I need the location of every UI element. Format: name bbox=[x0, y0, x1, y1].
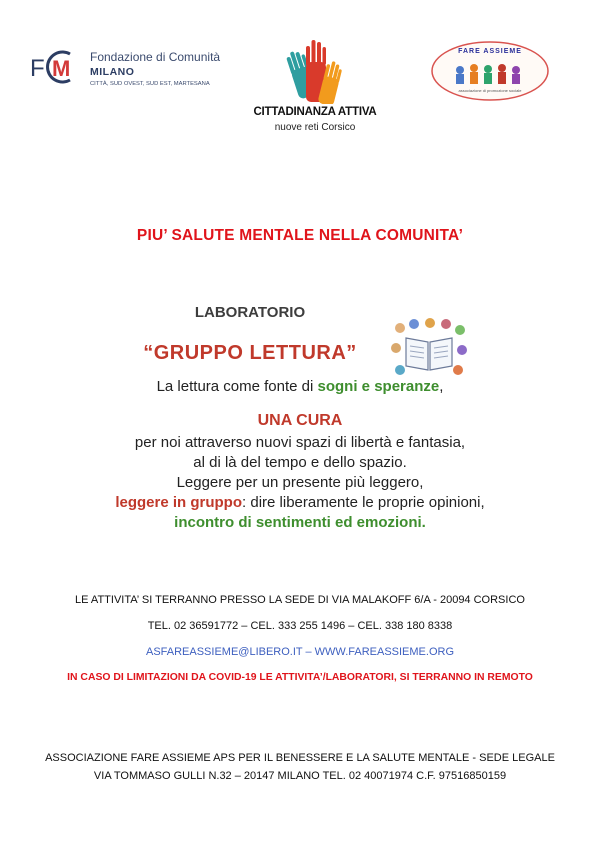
lab-line-1: La lettura come fonte di sogni e speranze, bbox=[156, 378, 444, 395]
raised-hands-icon bbox=[240, 40, 390, 104]
lab-line-6: leggere in gruppo: dire liberamente le proprie opinioni, bbox=[115, 494, 485, 511]
svg-text:M: M bbox=[52, 56, 71, 81]
fcm-mark-icon bbox=[30, 46, 84, 88]
lab-line-7: incontro di sentimenti ed emozioni. bbox=[174, 514, 426, 531]
footer-line-2: VIA TOMMASO GULLI N.32 – 20147 MILANO TEL. 02 40071974 C.F. 97516850159 bbox=[93, 770, 507, 782]
lab-cura: UNA CURA bbox=[257, 412, 343, 429]
footer-line-1: ASSOCIAZIONE FARE ASSIEME APS PER IL BENESSERE E LA SALUTE MENTALE - SEDE LEGALE bbox=[45, 752, 555, 764]
fcm-name: Fondazione di Comunità bbox=[90, 50, 221, 64]
lab-line-3: per noi attraverso nuovi spazi di libertà e fantasia, bbox=[134, 434, 466, 451]
lab-label: LABORATORIO bbox=[194, 304, 306, 321]
phone-info: TEL. 02 36591772 – CEL. 333 255 1496 – CEL. 338 180 8338 bbox=[147, 620, 453, 632]
cittadinanza-attiva-logo bbox=[240, 40, 390, 135]
fare-assieme-logo bbox=[430, 40, 550, 102]
cittadinanza-subtitle: nuove reti Corsico bbox=[274, 122, 356, 133]
svg-text:F: F bbox=[30, 55, 45, 82]
lab-line-4: al di là del tempo e dello spazio. bbox=[193, 454, 407, 471]
page-title: PIU’ SALUTE MENTALE NELLA COMUNITA’ bbox=[136, 227, 464, 244]
laboratorio-block bbox=[100, 300, 500, 535]
sede-info: LE ATTIVITA’ SI TERRANNO PRESSO LA SEDE DI VIA MALAKOFF 6/A - 20094 CORSICO bbox=[75, 594, 525, 606]
covid-notice: IN CASO DI LIMITAZIONI DA COVID-19 LE ATTIVITA’/LABORATORI, SI TERRANNO IN REMOTO bbox=[67, 672, 533, 683]
cittadinanza-title: CITTADINANZA ATTIVA bbox=[253, 106, 377, 118]
fcm-city: MILANO bbox=[90, 66, 135, 78]
open-book-icon bbox=[390, 318, 468, 380]
fare-assieme-name: FARE ASSIEME bbox=[458, 48, 522, 55]
lab-line-5: Leggere per un presente più leggero, bbox=[176, 474, 424, 491]
fcm-logo bbox=[30, 44, 260, 92]
fcm-areas: CITTÀ, SUD OVEST, SUD EST, MARTESANA bbox=[90, 81, 210, 87]
lab-name: “GRUPPO LETTURA” bbox=[143, 342, 357, 364]
fare-assieme-subtitle: associazione di promozione sociale bbox=[458, 88, 522, 93]
contact-links[interactable]: ASFAREASSIEME@LIBERO.IT – WWW.FAREASSIEME.ORG bbox=[145, 646, 455, 658]
